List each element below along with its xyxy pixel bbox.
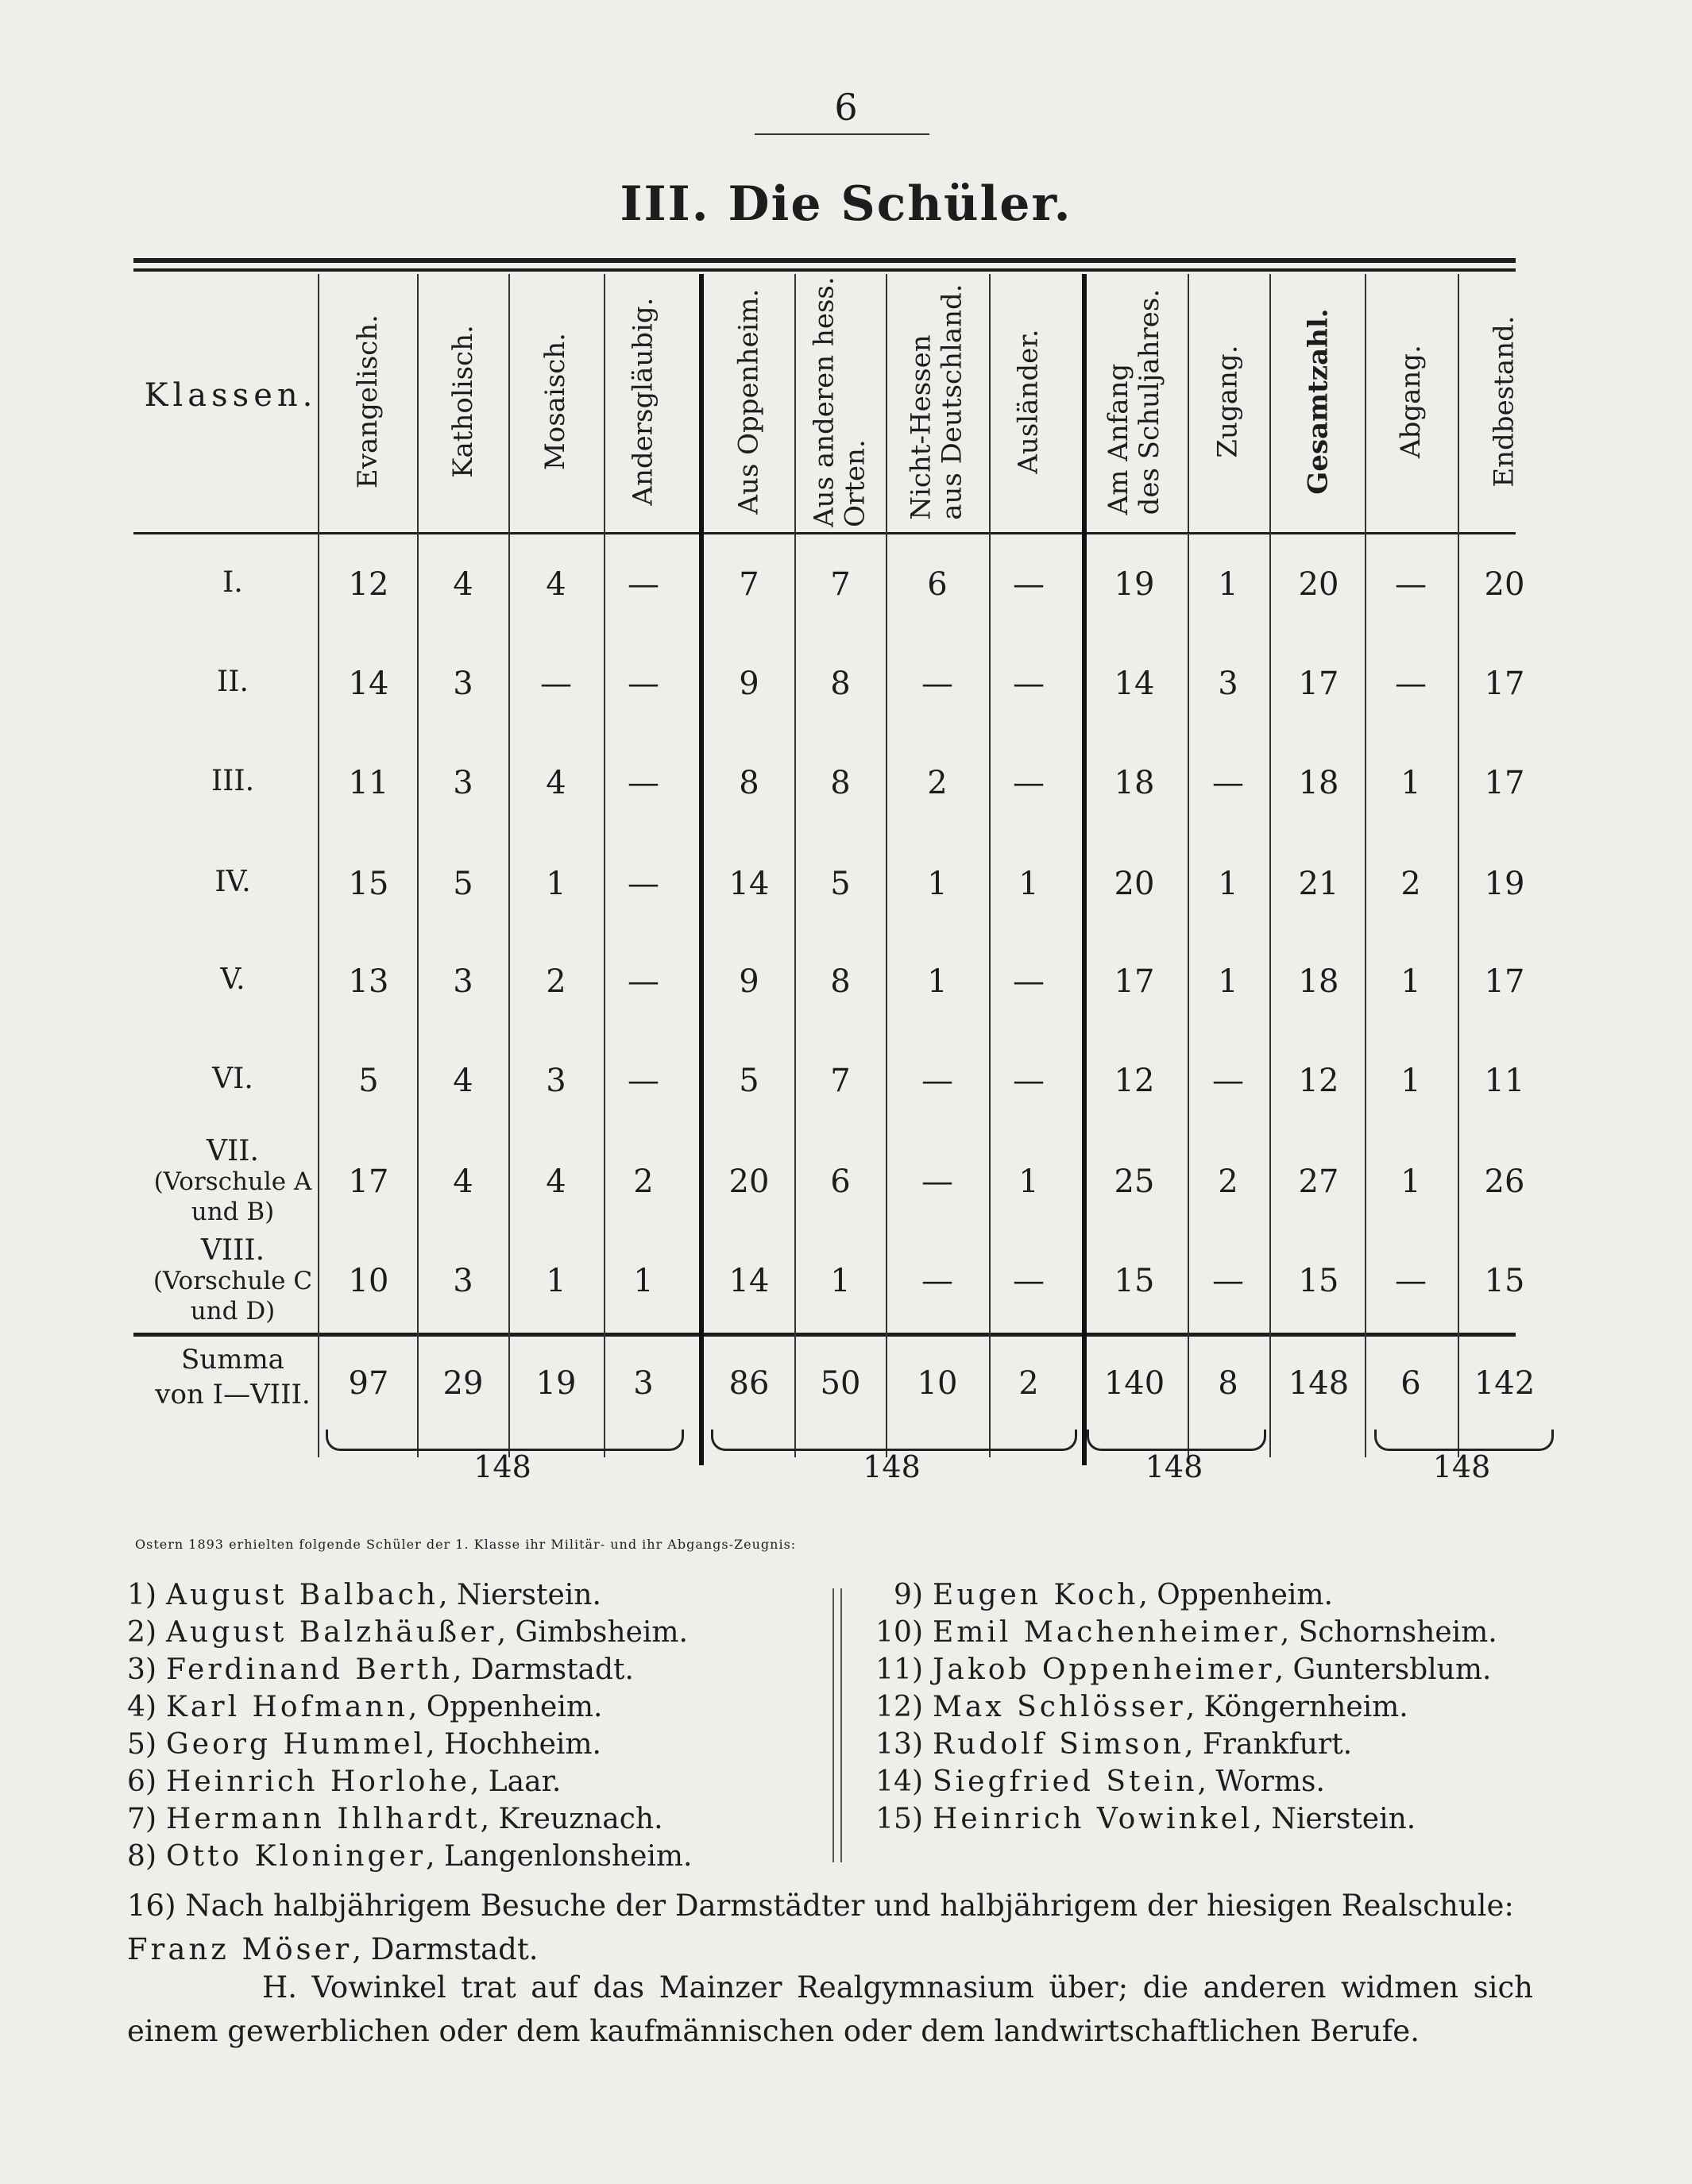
column-header [325, 274, 412, 530]
column-header-text [628, 298, 659, 506]
table-cell: 3 [453, 963, 473, 1000]
total-cell: 29 [442, 1365, 484, 1402]
page-number-rule [755, 133, 929, 135]
graduate-number: 5) [127, 1728, 156, 1761]
column-header [1083, 274, 1186, 530]
top-rule-2 [133, 268, 1516, 272]
row-label-line: VIII. [200, 1234, 265, 1267]
column-header [985, 274, 1072, 530]
table-cell: 17 [348, 1163, 389, 1200]
table-cell: — [1013, 566, 1045, 603]
graduate-entry [99, 1616, 688, 1649]
column-header [1275, 274, 1362, 530]
table-cell: 14 [1114, 666, 1155, 702]
table-cell: 20 [1298, 566, 1339, 603]
graduate-name: Jakob Oppenheimer [933, 1653, 1275, 1686]
column-header-text [1395, 345, 1426, 459]
table-cell: 2 [927, 765, 948, 801]
table-cell: — [1395, 666, 1427, 702]
graduate-name: Max Schlösser [933, 1691, 1186, 1723]
graduate-name: Emil Machenheimer [933, 1616, 1281, 1649]
group-brace [1374, 1430, 1554, 1451]
table-cell: — [921, 1063, 953, 1099]
table-cell: 4 [546, 765, 566, 801]
column-header-text [1212, 345, 1243, 458]
table-cell: 1 [1218, 963, 1238, 1000]
column-header-line: Gesamtzahl. [1302, 308, 1335, 496]
column-header-text [906, 284, 968, 519]
column-header [795, 274, 887, 530]
graduate-number: 12) [875, 1691, 923, 1723]
table-cell: 1 [633, 1263, 654, 1299]
column-header-text [1489, 316, 1520, 488]
table-cell: 17 [1298, 666, 1339, 702]
column-header-line: Katholisch. [446, 325, 479, 479]
table-cell: 7 [739, 566, 759, 603]
table-cell: 1 [546, 866, 566, 902]
total-cell: 2 [1018, 1365, 1039, 1402]
table-cell: 1 [927, 866, 948, 902]
table-cell: 14 [728, 1263, 770, 1299]
graduate-entry [99, 1840, 693, 1873]
table-cell: — [628, 1063, 659, 1099]
table-cell: 3 [453, 765, 473, 801]
row-label-line: (Vorschule A [153, 1167, 312, 1196]
graduate-number: 7) [127, 1803, 156, 1835]
graduate-entry [866, 1728, 1352, 1761]
total-cell: 86 [728, 1365, 770, 1402]
graduate-place: , Nierstein. [1253, 1803, 1416, 1835]
table-cell: 8 [830, 666, 851, 702]
column-header-text [447, 326, 478, 479]
table-cell: 20 [1484, 566, 1525, 603]
column-header-text [540, 333, 571, 470]
column-header-line: Ausländer. [1012, 329, 1045, 475]
graduate-name: Otto Kloninger [166, 1840, 427, 1873]
table-cell: 13 [348, 963, 389, 1000]
column-header-text [809, 276, 871, 527]
para16-place: , Darmstadt. [352, 1932, 539, 1966]
table-cell: 18 [1114, 765, 1155, 801]
group-total: 148 [1432, 1449, 1491, 1484]
row-label [133, 566, 332, 599]
table-cell: — [628, 566, 659, 603]
total-cell: 6 [1400, 1365, 1421, 1402]
column-header-line: Endbestand. [1488, 315, 1520, 488]
total-cell: 10 [917, 1365, 958, 1402]
table-cell: 17 [1484, 963, 1525, 1000]
table-cell: 21 [1298, 866, 1339, 902]
graduate-name: Karl Hofmann [166, 1691, 408, 1723]
graduate-entry [866, 1765, 1325, 1798]
student-statistics-table [133, 258, 1536, 1495]
table-cell: 3 [453, 1263, 473, 1299]
graduate-number: 1) [127, 1579, 156, 1611]
table-cell: 4 [453, 566, 473, 603]
table-cell: 5 [358, 1063, 379, 1099]
table-cell: 15 [1484, 1263, 1525, 1299]
column-divider-2 [508, 274, 510, 1457]
table-cell: 10 [348, 1263, 389, 1299]
column-header-text [353, 314, 384, 488]
table-cell: — [921, 666, 953, 702]
graduate-entry [866, 1579, 1333, 1611]
column-header-line: Zugang. [1211, 345, 1244, 459]
column-header-line: aus Deutschland. [937, 284, 968, 520]
table-cell: — [628, 765, 659, 801]
graduate-place: , Nierstein. [438, 1579, 601, 1611]
graduate-name: Siegfried Stein [933, 1765, 1198, 1798]
column-header-line: Andersgläubig. [627, 297, 659, 507]
table-cell: 1 [1218, 566, 1238, 603]
column-header-text [1103, 289, 1165, 515]
table-cell: 19 [1114, 566, 1155, 603]
table-cell: — [1013, 666, 1045, 702]
table-cell: 1 [1400, 1163, 1421, 1200]
table-cell: 26 [1484, 1163, 1525, 1200]
header-rule [133, 532, 1516, 534]
graduate-name: August Balzhäußer [166, 1616, 497, 1649]
table-cell: 14 [348, 666, 389, 702]
table-cell: 4 [546, 566, 566, 603]
graduate-entry [99, 1579, 601, 1611]
row-header: Klassen. [144, 377, 318, 414]
graduate-number: 9) [894, 1579, 923, 1611]
graduate-entry [99, 1765, 561, 1798]
table-cell: 12 [1114, 1063, 1155, 1099]
table-cell: — [1212, 1063, 1244, 1099]
graduate-number: 6) [127, 1765, 156, 1798]
table-cell: — [1395, 1263, 1427, 1299]
table-cell: 11 [348, 765, 389, 801]
table-cell: 20 [1114, 866, 1155, 902]
table-cell: 1 [927, 963, 948, 1000]
table-cell: — [1212, 1263, 1244, 1299]
table-cell: 15 [1298, 1263, 1339, 1299]
table-cell: 2 [633, 1163, 654, 1200]
page-number: 6 [834, 86, 858, 129]
graduate-number: 11) [875, 1653, 923, 1686]
graduate-entry [866, 1691, 1408, 1723]
table-cell: 2 [1218, 1163, 1238, 1200]
total-cell: 148 [1288, 1365, 1350, 1402]
column-header [701, 274, 797, 530]
table-cell: 7 [830, 1063, 851, 1099]
top-rule-1 [133, 258, 1516, 263]
graduate-place: , Frankfurt. [1184, 1728, 1353, 1761]
column-header-line: Abgang. [1394, 345, 1427, 459]
table-cell: 8 [830, 765, 851, 801]
graduate-name: Rudolf Simson [933, 1728, 1184, 1761]
column-header [890, 274, 985, 530]
table-cell: — [1395, 566, 1427, 603]
total-cell: 8 [1218, 1365, 1238, 1402]
table-cell: 4 [453, 1163, 473, 1200]
column-header [600, 274, 687, 530]
column-divider-12 [1458, 274, 1459, 1457]
table-cell: 18 [1298, 765, 1339, 801]
table-cell: 11 [1484, 1063, 1525, 1099]
sum-rule [133, 1333, 1516, 1337]
graduate-name: Georg Hummel [166, 1728, 427, 1761]
table-cell: 20 [728, 1163, 770, 1200]
table-cell: — [921, 1163, 953, 1200]
graduate-entry [99, 1728, 601, 1761]
table-cell: 5 [453, 866, 473, 902]
table-cell: 27 [1298, 1163, 1339, 1200]
row-label-line: III. [211, 765, 255, 797]
group-total: 148 [863, 1449, 921, 1484]
graduate-place: , Darmstadt. [453, 1653, 634, 1686]
graduate-number: 3) [127, 1653, 156, 1686]
column-header-text [1303, 309, 1334, 495]
table-cell: 15 [348, 866, 389, 902]
table-cell: 3 [546, 1063, 566, 1099]
table-cell: 3 [453, 666, 473, 702]
column-header [1369, 274, 1453, 530]
table-cell: 4 [546, 1163, 566, 1200]
table-cell: 3 [1218, 666, 1238, 702]
graduate-number: 14) [875, 1765, 923, 1798]
column-header [515, 274, 598, 530]
graduate-name: Hermann Ihlhardt [166, 1803, 481, 1835]
section-title: III. Die Schüler. [620, 176, 1072, 232]
graduate-name: Ferdinand Berth [166, 1653, 454, 1686]
graduate-number: 4) [127, 1691, 156, 1723]
table-cell: 14 [728, 866, 770, 902]
total-label-line: Summa [181, 1344, 284, 1376]
table-cell: 1 [1400, 765, 1421, 801]
column-header-line: Am Anfang [1102, 363, 1134, 515]
column-header-line: Aus anderen hess. [808, 276, 840, 527]
graduate-name: Eugen Koch [933, 1579, 1139, 1611]
column-divider [832, 1588, 842, 1862]
closing-paragraph: H. Vowinkel trat auf das Mainzer Realgymnasium über; die anderen widmen sich einem gewerblichen oder dem kaufmännischen oder dem landwirtschaftlichen Berufe. [127, 1970, 1533, 2048]
column-header-line: Mosaisch. [539, 333, 572, 471]
table-cell: 2 [546, 963, 566, 1000]
row-label-line: V. [220, 963, 245, 996]
row-label [133, 666, 332, 698]
table-cell: — [540, 666, 572, 702]
table-cell: 1 [1400, 963, 1421, 1000]
graduate-place: , Hochheim. [426, 1728, 601, 1761]
graduate-place: , Guntersblum. [1274, 1653, 1492, 1686]
graduate-number: 8) [127, 1840, 156, 1873]
graduate-place: , Oppenheim. [408, 1691, 603, 1723]
graduate-name: August Balbach [166, 1579, 439, 1611]
para16-text: 16) Nach halbjährigem Besuche der Darmstädter und halbjährigem der hiesigen Realschule: [127, 1889, 1514, 1923]
graduate-number: 13) [875, 1728, 923, 1761]
table-cell: 1 [546, 1263, 566, 1299]
graduate-entry [866, 1803, 1416, 1835]
graduate-number: 10) [875, 1616, 923, 1649]
table-cell: 15 [1114, 1263, 1155, 1299]
row-label [133, 765, 332, 797]
row-label-line: IV. [214, 866, 251, 898]
group-brace [326, 1430, 684, 1451]
table-cell: 8 [830, 963, 851, 1000]
column-header-text [1013, 330, 1044, 474]
graduate-name: Heinrich Horlohe [166, 1765, 470, 1798]
column-header-text [733, 289, 764, 515]
graduate-place: , Köngernheim. [1185, 1691, 1408, 1723]
total-cell: 142 [1474, 1365, 1536, 1402]
graduate-entry [99, 1653, 634, 1686]
graduate-place: , Oppenheim. [1138, 1579, 1333, 1611]
total-label-line: von I—VIII. [155, 1379, 311, 1410]
column-divider-11 [1365, 274, 1366, 1457]
table-cell: 9 [739, 666, 759, 702]
table-cell: 1 [1400, 1063, 1421, 1099]
total-cell: 3 [633, 1365, 654, 1402]
row-label-line: II. [217, 666, 249, 698]
graduate-place: , Gimbsheim. [496, 1616, 688, 1649]
row-label-line: VI. [212, 1063, 253, 1095]
table-cell: — [1013, 1263, 1045, 1299]
table-cell: — [1013, 765, 1045, 801]
total-cell: 50 [820, 1365, 861, 1402]
table-cell: 8 [739, 765, 759, 801]
graduate-number: 15) [875, 1803, 923, 1835]
column-header-line: Orten. [840, 439, 871, 527]
graduate-place: , Schornsheim. [1280, 1616, 1497, 1649]
row-label-line: und B) [191, 1198, 275, 1226]
table-cell: — [1212, 765, 1244, 801]
row-label-line: und D) [190, 1297, 276, 1325]
group-brace [711, 1430, 1077, 1451]
para16-name: Franz Möser [127, 1932, 353, 1966]
table-cell: 19 [1484, 866, 1525, 902]
group-total: 148 [473, 1449, 531, 1484]
total-label [133, 1342, 332, 1412]
table-cell: 1 [1018, 1163, 1039, 1200]
column-header-line: Aus Oppenheim. [732, 288, 765, 515]
paragraph-16 [127, 1884, 1533, 1971]
column-header-line: Nicht-Hessen [905, 334, 937, 520]
table-cell: 1 [830, 1263, 851, 1299]
table-cell: — [628, 666, 659, 702]
graduate-place: , Langenlonsheim. [426, 1840, 693, 1873]
column-divider-1 [417, 274, 419, 1457]
table-cell: 6 [830, 1163, 851, 1200]
graduate-entry [866, 1653, 1491, 1686]
row-label [133, 1063, 332, 1095]
row-label [133, 866, 332, 898]
column-header-line: Evangelisch. [352, 314, 384, 489]
column-header [1188, 274, 1268, 530]
graduate-number: 2) [127, 1616, 156, 1649]
row-label [133, 1236, 332, 1326]
row-label-line: I. [222, 566, 243, 599]
table-cell: 18 [1298, 963, 1339, 1000]
row-label-line: VII. [207, 1135, 259, 1167]
total-cell: 140 [1103, 1365, 1165, 1402]
table-cell: — [1013, 1063, 1045, 1099]
column-header-line: des Schuljahres. [1134, 288, 1166, 515]
graduate-entry [99, 1803, 663, 1835]
table-cell: 12 [348, 566, 389, 603]
graduate-entry [99, 1691, 602, 1723]
table-cell: 17 [1114, 963, 1155, 1000]
row-label [133, 1136, 332, 1227]
graduate-name: Heinrich Vowinkel [933, 1803, 1254, 1835]
row-label-line: (Vorschule C [153, 1267, 313, 1295]
table-cell: 12 [1298, 1063, 1339, 1099]
table-cell: 9 [739, 963, 759, 1000]
table-cell: 7 [830, 566, 851, 603]
table-cell: — [628, 866, 659, 902]
graduates-intro: Ostern 1893 erhielten folgende Schüler der 1. Klasse ihr Militär- und ihr Abgangs-Zeugnis: [135, 1537, 797, 1552]
table-cell: — [921, 1263, 953, 1299]
table-cell: 4 [453, 1063, 473, 1099]
column-header [419, 274, 507, 530]
table-cell: 1 [1018, 866, 1039, 902]
table-cell: — [628, 963, 659, 1000]
column-header [1463, 274, 1547, 530]
graduate-place: , Kreuznach. [480, 1803, 663, 1835]
table-cell: 1 [1218, 866, 1238, 902]
graduate-place: , Laar. [469, 1765, 562, 1798]
table-cell: 25 [1114, 1163, 1155, 1200]
table-cell: 2 [1400, 866, 1421, 902]
group-brace [1087, 1430, 1266, 1451]
table-cell: — [1013, 963, 1045, 1000]
table-cell: 5 [739, 1063, 759, 1099]
graduate-place: , Worms. [1197, 1765, 1325, 1798]
table-cell: 5 [830, 866, 851, 902]
total-cell: 97 [348, 1365, 389, 1402]
row-label [133, 963, 332, 996]
table-cell: 17 [1484, 666, 1525, 702]
table-cell: 6 [927, 566, 948, 603]
total-cell: 19 [535, 1365, 577, 1402]
graduate-entry [866, 1616, 1497, 1649]
table-cell: 17 [1484, 765, 1525, 801]
group-total: 148 [1145, 1449, 1203, 1484]
